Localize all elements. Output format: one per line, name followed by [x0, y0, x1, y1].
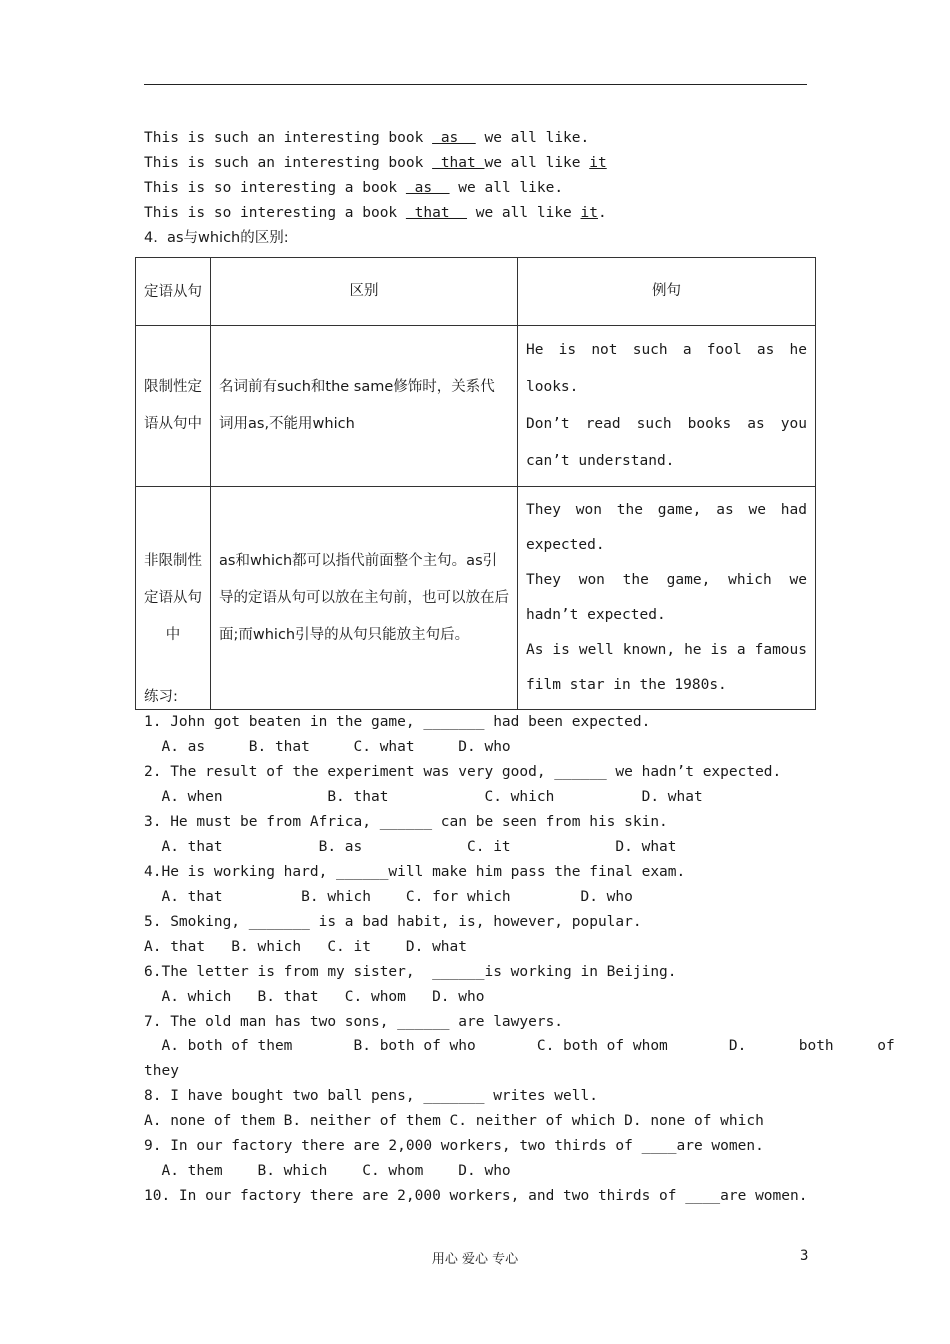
exercise-line: 9. In our factory there are 2,000 workers, two thirds of ____are women.: [144, 1138, 764, 1154]
example-sentence: They won the game, as we had expected.: [526, 502, 807, 553]
example-line-4: This is so interesting a book that we all like it.: [144, 205, 607, 221]
exercise-line: 2. The result of the experiment was very good, ______ we hadn’t expected.: [144, 764, 782, 780]
table-row: [136, 326, 816, 487]
example-line-2: This is such an interesting book that we all like it: [144, 155, 607, 171]
example-sentence: As is well known, he is a famous film star in the 1980s.: [526, 642, 807, 693]
example-sentence: They won the game, which we hadn’t expected.: [526, 572, 807, 623]
exercise-line: A. that B. which C. it D. what: [144, 939, 468, 955]
table-header-cell: 区别: [211, 258, 518, 326]
table-header-cell: 定语从句: [136, 258, 211, 326]
exercise-line: A. none of them B. neither of them C. neither of which D. none of which: [144, 1113, 764, 1129]
table-row: [136, 487, 816, 710]
difference-cell: 名词前有such和the same修饰时，关系代词用as,不能用which: [211, 326, 518, 487]
example-cell: [518, 326, 816, 487]
exercise-line: A. which B. that C. whom D. who: [144, 989, 485, 1005]
difference-cell: as和which都可以指代前面整个主句。as引导的定语从句可以放在主句前，也可以放在后面;而which引导的从句只能放主句后。: [211, 487, 518, 710]
page-footer: 用心 爱心 专心: [431, 1252, 519, 1267]
exercise-line: A. when B. that C. which D. what: [144, 789, 703, 805]
exercise-line: A. them B. which C. whom D. who: [144, 1163, 511, 1179]
example-line-1: This is such an interesting book as we all like.: [144, 130, 590, 146]
exercise-line: 6.The letter is from my sister, ______is working in Beijing.: [144, 964, 677, 980]
clause-type-cell: 非限制性定语从句中: [136, 487, 211, 710]
exercise-line: 5. Smoking, _______ is a bad habit, is, however, popular.: [144, 914, 642, 930]
table-header-cell: 例句: [518, 258, 816, 326]
exercise-line: A. as B. that C. what D. who: [144, 739, 511, 755]
exercise-line: A. that B. as C. it D. what: [144, 839, 677, 855]
exercise-line: A. that B. which C. for which D. who: [144, 889, 633, 905]
example-line-3: This is so interesting a book as we all like.: [144, 180, 564, 196]
exercise-line: 4.He is working hard, ______will make him pass the final exam.: [144, 864, 686, 880]
exercise-line: 8. I have bought two ball pens, _______ writes well.: [144, 1088, 598, 1104]
table-header-row: [136, 258, 816, 326]
example-sentence: Don’t read such books as you can’t understand.: [526, 416, 807, 469]
section-4-title: 4. as与which的区别:: [144, 230, 289, 246]
clause-type-cell: 限制性定语从句中: [136, 326, 211, 487]
header-rule: [144, 84, 807, 85]
exercise-line: 10. In our factory there are 2,000 workers, and two thirds of ____are women.: [144, 1188, 808, 1204]
exercise-line: 7. The old man has two sons, ______ are lawyers.: [144, 1014, 564, 1030]
exercise-line: 1. John got beaten in the game, _______ had been expected.: [144, 714, 651, 730]
exercise-line: they: [144, 1063, 179, 1079]
exercise-line: 3. He must be from Africa, ______ can be seen from his skin.: [144, 814, 668, 830]
exercise-title: 练习:: [144, 689, 178, 705]
page-number: 3: [800, 1248, 809, 1264]
example-sentence: He is not such a fool as he looks.: [526, 342, 807, 395]
exercise-line: A. both of them B. both of who C. both of whom D. both of: [144, 1038, 895, 1054]
comparison-table: [135, 257, 816, 710]
example-cell: [518, 487, 816, 710]
